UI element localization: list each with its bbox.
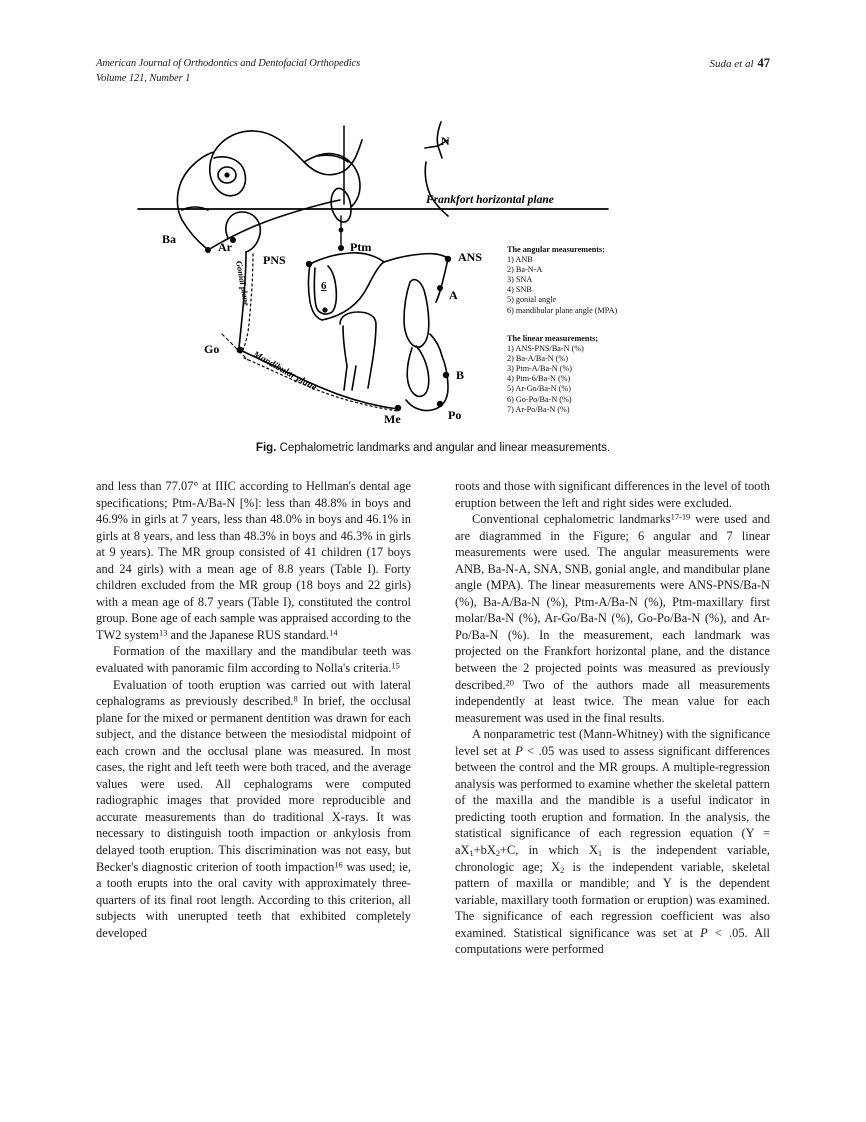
right-column	[455, 478, 770, 1058]
upper-incisor-outline	[404, 280, 429, 348]
reference-marker: 16	[334, 859, 343, 870]
molar-6-point	[322, 307, 327, 312]
legend-angular-item: 1) ANB	[507, 255, 533, 265]
paragraph-text: roots and those with significant differences in the level of tooth eruption between the left and right sides were excluded.	[455, 479, 770, 510]
landmark-label-ar: Ar	[218, 240, 232, 254]
legend-angular-title: The angular measurements;	[507, 245, 605, 254]
reference-marker: 17-19	[670, 511, 691, 522]
legend-linear-item: 4) Ptm-6/Ba-N (%)	[507, 374, 571, 384]
journal-volume: Volume 121, Number 1	[96, 73, 191, 84]
running-head-authors-page	[710, 56, 771, 72]
subscript: 1	[469, 847, 474, 858]
a-point	[437, 285, 443, 291]
sella-point	[224, 172, 229, 177]
landmark-label-n: N	[441, 134, 450, 148]
paragraph	[455, 726, 770, 958]
landmark-label-b: B	[456, 368, 465, 382]
pogonion-point	[437, 401, 443, 407]
paragraph-text: +C, in which X	[500, 843, 598, 858]
plane-label-gonial: Gonial plane	[234, 260, 252, 307]
paragraph-text: and the Japanese RUS standard.	[167, 627, 330, 642]
paragraph-text: < .05. All computations were performed	[455, 925, 770, 957]
legend-linear-item: 7) Ar-Po/Ba-N (%)	[507, 404, 570, 414]
paragraph-text: In brief, the occlusal plane for the mixed or permanent dentition was drawn for each subject, and the distance between the mesiodistal midpoint of each crown and the occlusal plane was measured. In most cases, the right and left teeth were both traced, and the average values were used. All cephalograms were computed radiographic images that provided more reproducible and accurate measurements than do traditional X-rays. It was necessary to distinguish tooth impaction or ankylosis from delayed tooth eruption. This discrimination was not easy, but Becker's diagnostic criterion of tooth impaction	[96, 694, 412, 874]
figure-cephalometric-tracing	[96, 112, 770, 430]
paragraph	[96, 677, 411, 942]
paragraph-text: < .05 was used to assess significant differences between the control and the MR groups. A multiple-regression analysis was performed to examine whether the skeletal pattern of the maxilla and the mandible is a useful indicator in predicting tooth eruption and formation. In the analysis, the statistical significance of each regression equation (Y = aX	[455, 743, 770, 858]
running-head	[96, 56, 770, 86]
landmark-label-ans: ANS	[458, 250, 483, 264]
paragraph	[96, 643, 411, 676]
a-point-curve	[436, 259, 448, 302]
incisor-contact-line	[430, 334, 442, 356]
legend-linear-item: 5) Ar-Go/Ba-N (%)	[507, 384, 571, 394]
skull-outline-superior	[214, 131, 362, 175]
legend-linear-item: 6) Go-Po/Ba-N (%)	[507, 394, 572, 404]
landmark-label-molar-6: 6	[321, 280, 327, 292]
landmark-label-go: Go	[204, 342, 220, 356]
legend-angular-item: 5) gonial angle	[507, 295, 557, 305]
landmark-label-me: Me	[384, 412, 401, 426]
running-head-authors: Suda et al	[709, 58, 754, 70]
running-head-journal-info	[96, 56, 360, 86]
statistic-symbol: P	[515, 743, 523, 758]
legend-angular-measurements	[507, 245, 617, 316]
paragraph-text: were used and are diagrammed in the Figure; 6 angular and 7 linear measurements were used. The angular measurements were ANB, Ba-N-A, SNA, SNB, gonial angle, and mandibular plane angle (MPA). The linear measurements were ANS-PNS/Ba-N (%), Ba-A/Ba-N (%), Ptm-A/Ba-N (%), Ptm-maxillary first molar/Ba-N (%), Ar-Go/Ba-N (%), Go-Po/Ba-N (%), and Ar-Po/Ba-N (%). In the measurement, each landmark was projected on the Frankfort horizontal plane, and the distance between the 2 projected points was measured as previously described.	[455, 512, 771, 692]
paragraph	[455, 511, 770, 726]
subscript: 2	[560, 864, 565, 875]
ptm-point	[338, 245, 344, 251]
figure-caption-label: Fig.	[255, 442, 277, 454]
body-columns	[96, 478, 770, 1058]
paragraph-text: and less than 77.07° at IIIC according to Hellman's dental age specifications; Ptm-A/Ba-N [%]: less than 48.8% in boys and 46.9% in girls at 7 years, less than 48.0% in boys and 46.1% in girls at 8 years, and less than 48.3% in boys and 46.3% in girls at 9 years). The MR group consisted of 41 children (17 boys and 24 girls) with a mean age of 8.8 years (Table I). Forty children excluded from the MR group (18 boys and 22 girls) with a mean age of 8.7 years (Table I), constituted the control group. Bone age of each sample was appraised according to the TW2 system	[96, 479, 411, 642]
paragraph-text: +bX	[473, 843, 496, 858]
legend-linear-item: 1) ANS-PNS/Ba-N (%)	[507, 344, 584, 354]
paragraph	[455, 478, 770, 511]
legend-angular-item: 4) SNB	[507, 285, 532, 295]
paragraph	[96, 478, 411, 643]
landmark-label-ptm: Ptm	[350, 240, 372, 254]
legend-linear-measurements	[507, 334, 598, 415]
paragraph-text: was used; ie, a tooth erupts into the oral cavity with approximately three-quarters of its final root length. According to this criterion, all subjects with unerupted teeth that exhibited completely developed	[96, 859, 411, 940]
statistic-symbol: P	[700, 925, 708, 940]
landmark-label-pns: PNS	[263, 253, 286, 267]
reference-marker: 20	[505, 677, 514, 688]
paragraph-text: Formation of the maxillary and the mandibular teeth was evaluated with panoramic film according to Nolla's criteria.	[96, 644, 411, 676]
frontal-process-outline	[425, 162, 448, 216]
legend-angular-item: 6) mandibular plane angle (MPA)	[507, 305, 618, 315]
subscript: 1	[597, 847, 603, 858]
lower-incisor-outline	[407, 346, 429, 396]
page-number: 47	[757, 56, 770, 70]
paragraph-text: Two of the authors made all measurements independently at least twice. The mean value for each measurement was used in the final results.	[455, 677, 770, 725]
reference-marker: 14	[329, 627, 338, 638]
palatal-plane-superior	[310, 253, 384, 264]
b-point	[443, 372, 449, 378]
paragraph-text: Evaluation of tooth eruption was carried out with lateral cephalograms as previously described.	[96, 677, 411, 709]
legend-angular-item: 3) SNA	[507, 275, 533, 285]
landmark-label-po: Po	[448, 408, 462, 422]
legend-angular-item: 2) Ba-N-A	[507, 265, 543, 275]
landmark-label-ba: Ba	[162, 232, 177, 246]
legend-linear-title: The linear measurements;	[507, 334, 599, 343]
figure-caption-text: Cephalometric landmarks and angular and linear measurements.	[276, 442, 611, 454]
paragraph-text: A nonparametric test (Mann-Whitney) with the significance level set at	[455, 727, 770, 758]
figure-caption	[96, 441, 770, 456]
legend-linear-item: 2) Ba-A/Ba-N (%)	[507, 354, 568, 364]
subscript: 2	[495, 847, 501, 858]
paragraph-text: Conventional cephalometric landmarks	[472, 512, 671, 527]
left-column	[96, 478, 411, 1058]
mandibular-molar-outline	[340, 312, 376, 390]
landmark-label-a: A	[449, 288, 458, 302]
reference-marker: 13	[158, 627, 168, 638]
gonial-angle-guide	[222, 334, 248, 360]
figure-artwork	[96, 112, 770, 430]
journal-title: American Journal of Orthodontics and Dentofacial Orthopedics	[96, 58, 361, 69]
ptm-mid-point	[339, 228, 344, 233]
reference-marker: 15	[391, 660, 400, 671]
legend-linear-item: 3) Ptm-A/Ba-N (%)	[507, 364, 573, 374]
cephalometric-drawing	[96, 112, 770, 430]
paragraph-text: is the independent variable, skeletal pattern of maxilla or mandible; and Y is the dependent variable, maxillary tooth formation or eruption) was examined. The significance of each regression coefficient was also examined. Statistical significance was set at	[455, 859, 770, 940]
plane-label-mandibular: Mandibular plane	[251, 350, 319, 394]
plane-label-frankfort: Frankfort horizontal plane	[426, 194, 554, 206]
paragraph-text: is the independent variable, chronologic age; X	[455, 843, 770, 874]
reference-marker: 8	[293, 693, 298, 704]
palatal-plane-anterior	[384, 254, 446, 262]
basion-approach	[182, 220, 206, 248]
